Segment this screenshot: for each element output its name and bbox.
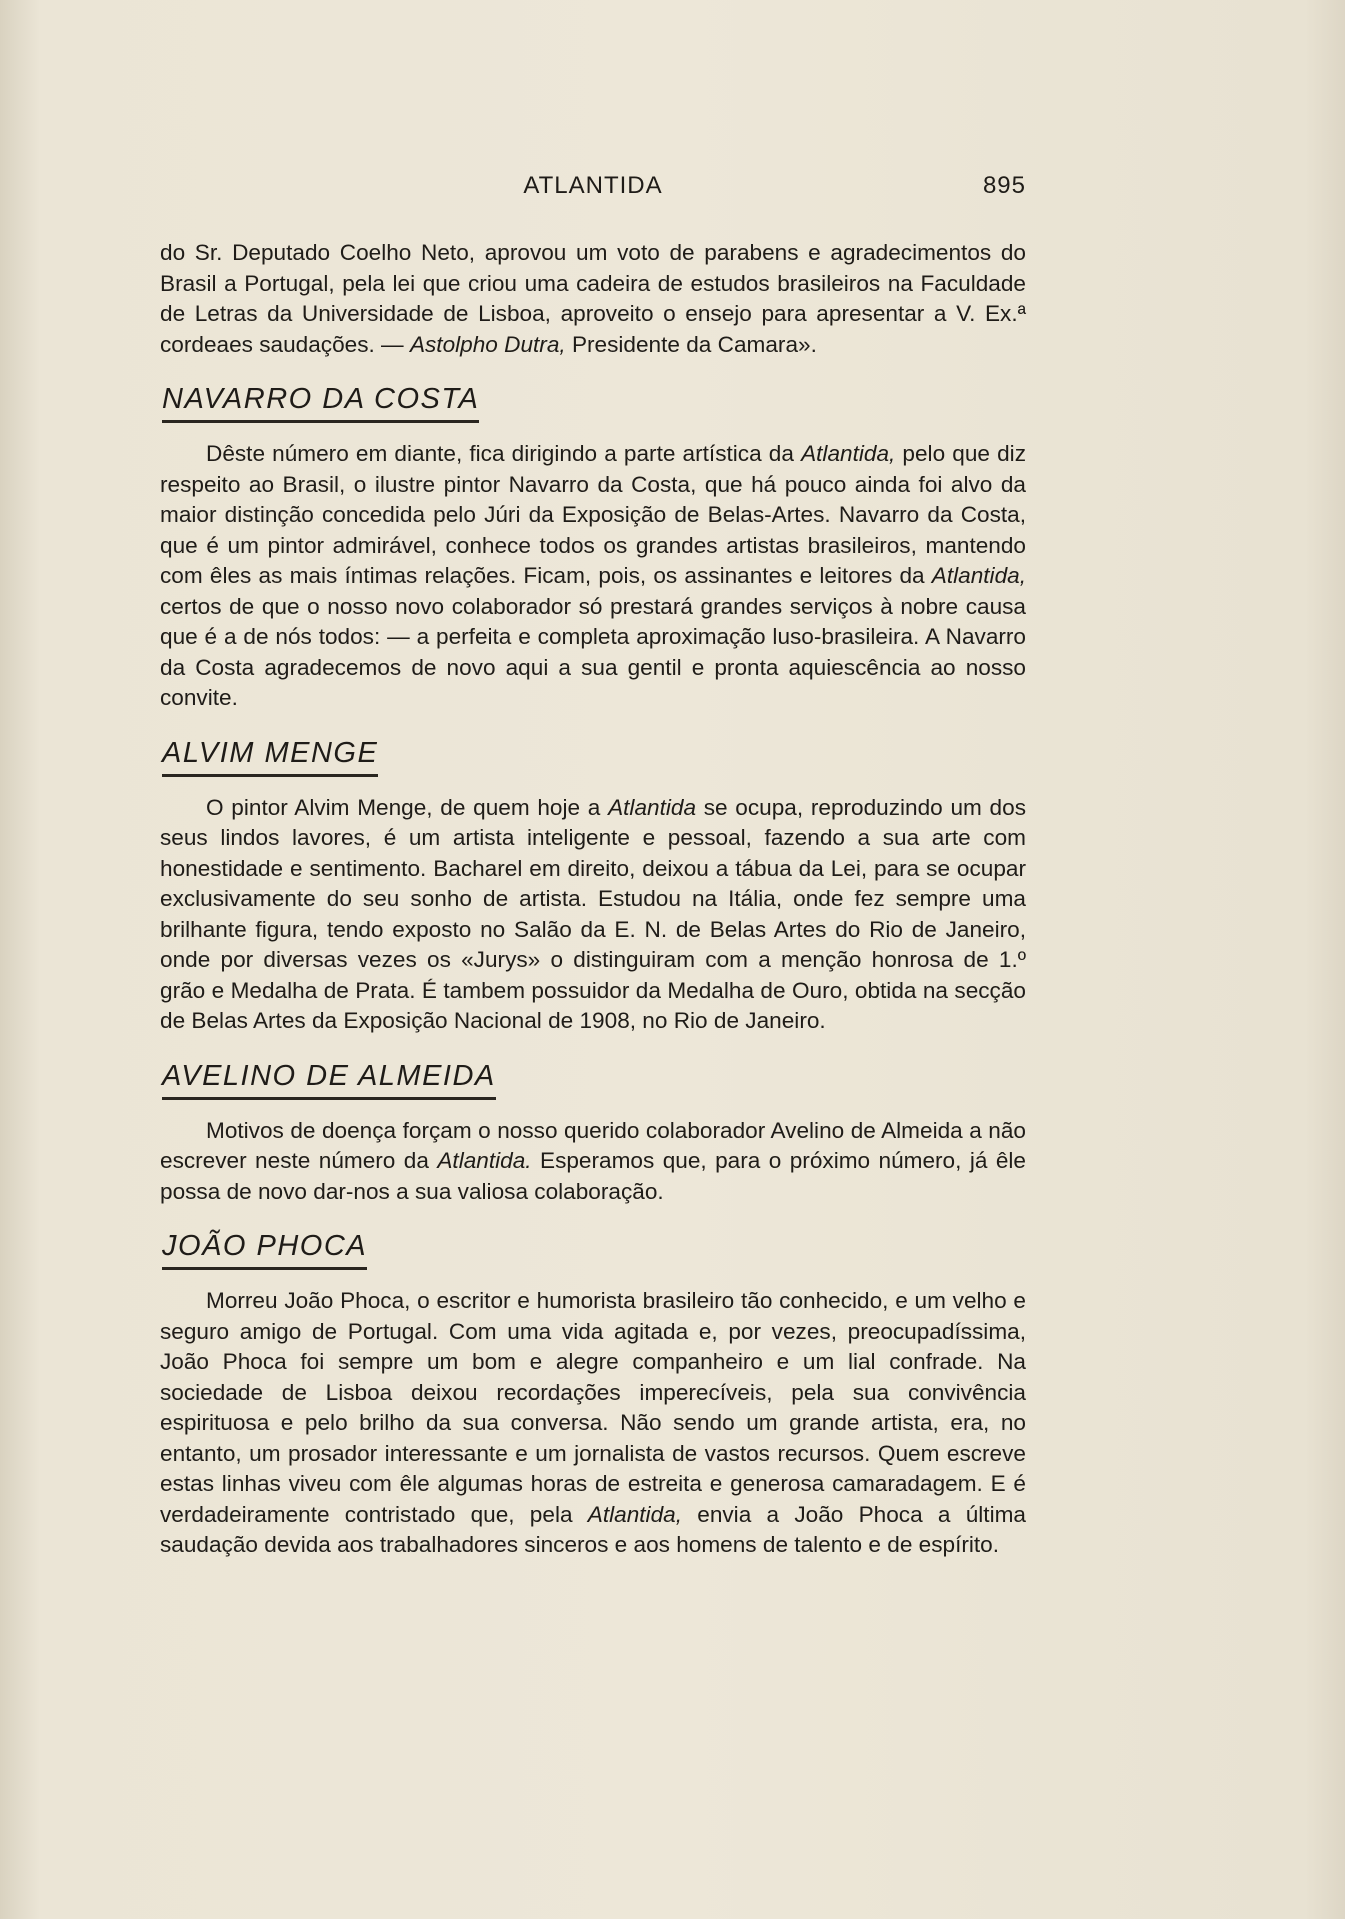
section-paragraph-alvim: O pintor Alvim Menge, de quem hoje a Atlantida se ocupa, reproduzindo um dos seus lindos lavores, é um artista inteligente e pessoal, fazendo a sua arte com honestidade e sentimento. Bacharel em direito, deixou a tábua da Lei, para se ocupar exclusivamente do seu sonho de artista. Estudou na Itália, onde fez sempre uma brilhante figura, tendo exposto no Salão da E. N. de Belas Artes do Rio de Janeiro, onde por diversas vezes os «Jurys» o distinguiram com a menção honrosa de 1.º grão e Medalha de Prata. É tambem possuidor da Medalha de Ouro, obtida na secção de Belas Artes da Exposição Nacional de 1908, no Rio de Janeiro.	[160, 794, 1026, 1033]
page-number: 895	[982, 172, 1026, 199]
section-paragraph-joao: Morreu João Phoca, o escritor e humorista brasileiro tão conhecido, e um velho e seguro amigo de Portugal. Com uma vida agitada e, por vezes, preocupadíssima, João Phoca foi sempre um bom e alegre companheiro e um lial confrade. Na sociedade de Lisboa deixou recordações imperecíveis, pela sua convivência espirituosa e pelo brilho da sua conversa. Não sendo um grande artista, era, no entanto, um prosador interessante e um jornalista de vastos recursos. Quem escreve estas linhas viveu com êle algumas horas de estreita e generosa camaradagem. E é verdadeiramente contristado que, pela Atlantida, envia a João Phoca a última saudação devida aos trabalhadores sinceros e aos homens de talento e de espírito.	[160, 1288, 1026, 1557]
section-heading-joao: JOÃO PHOCA	[162, 1229, 367, 1270]
intro-paragraph: do Sr. Deputado Coelho Neto, aprovou um voto de parabens e agradecimentos do Brasil a Portugal, pela lei que criou uma cadeira de estudos brasileiros na Faculdade de Letras da Universidade de Lisboa, aproveito o ensejo para apresentar a V. Ex.ª cordeaes saudações. — Astolpho Dutra, Presidente da Camara».	[160, 240, 1026, 357]
article-body	[160, 238, 1026, 1561]
running-header	[160, 172, 1026, 206]
section-heading-avelino: AVELINO DE ALMEIDA	[162, 1059, 496, 1100]
signature-name: Astolpho Dutra,	[409, 331, 566, 357]
section-paragraph-avelino: Motivos de doença forçam o nosso querido colaborador Avelino de Almeida a não escrever neste número da Atlantida. Esperamos que, para o próximo número, já êle possa de novo dar-nos a sua valiosa colaboração.	[160, 1117, 1026, 1204]
section-heading-alvim: ALVIM MENGE	[162, 736, 378, 777]
section-heading-navarro: NAVARRO DA COSTA	[162, 382, 479, 423]
journal-title: ATLANTIDA	[523, 172, 663, 199]
section-paragraph-navarro: Dêste número em diante, fica dirigindo a parte artística da Atlantida, pelo que diz respeito ao Brasil, o ilustre pintor Navarro da Costa, que há pouco ainda foi alvo da maior distinção concedida pelo Júri da Exposição de Belas-Artes. Navarro da Costa, que é um pintor admirável, conhece todos os grandes artistas brasileiros, mantendo com êles as mais íntimas relações. Ficam, pois, os assinantes e leitores da Atlantida, certos de que o nosso novo colaborador só prestará grandes serviços à nobre causa que é a de nós todos: — a perfeita e completa aproximação luso-brasileira. A Navarro da Costa agradecemos de novo aqui a sua gentil e pronta aquiescência ao nosso convite.	[160, 441, 1026, 710]
